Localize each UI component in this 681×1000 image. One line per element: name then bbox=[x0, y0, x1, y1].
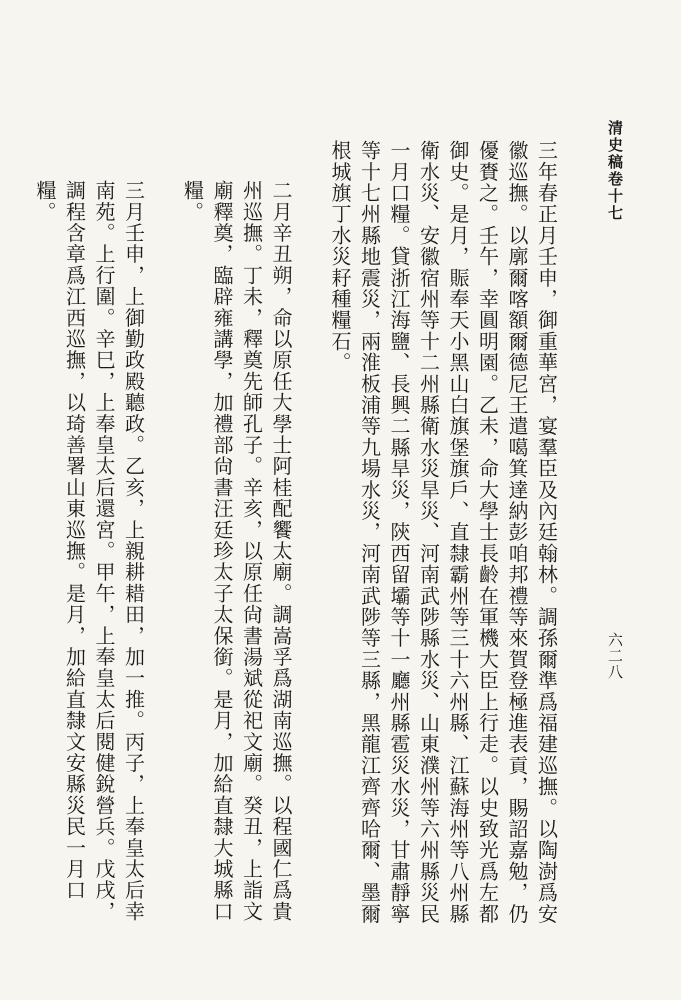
page-number: 六二八 bbox=[606, 632, 624, 680]
main-text-block bbox=[33, 140, 590, 940]
paragraph-3rd-month: 三月壬申，上御勤政殿聽政。乙亥，上親耕耤田，加一推。丙子，上奉皇太后幸南苑。上行圍。辛巳，上奉皇太后還宮。甲午，上奉皇太后閱健銳營兵。戊戌，調程含章爲江西巡撫，以琦善署山東巡撫。是月，加給直隸文安縣災民一月口糧。 bbox=[33, 180, 146, 922]
paragraph-2nd-month: 二月辛丑朔，命以原任大學士阿桂配饗太廟。調嵩孚爲湖南巡撫。以程國仁爲貴州巡撫。丁未，釋奠先師孔子。辛亥，以原任尙書湯斌從祀文廟。癸丑，上詣文廟釋奠，臨辟雍講學，加禮部尙書汪廷珍太子太保銜。是月，加給直隸大城縣口糧。 bbox=[180, 180, 293, 922]
running-header-title: 清史稿卷十七 bbox=[606, 120, 624, 222]
paragraph-3rd-year-1st-month: 三年春正月壬申，御重華宮，宴羣臣及內廷翰林。調孫爾準爲福建巡撫。以陶澍爲安徽巡撫。以廓爾喀額爾德尼王遣噶箕達納彭咱邦禮等來賀登極進表貢，賜詔嘉勉，仍優賚之。壬午，幸圓明園。乙未，命大學士長齡在軍機大臣上行走。以史致光爲左都御史。是月，賑奉天小黑山白旗堡旗戶、直隸霸州等三十六州縣、江蘇海州等八州縣衛水災、安徽宿州等十二州縣衛水災旱災、河南武陟縣水災、山東濮州等六州縣災民一月口糧。貸浙江海鹽、長興二縣旱災，陝西留壩等十一廳州縣雹災水災，甘肅靜寧等十七州縣地震災，兩淮板浦等九場水災，河南武陟等三縣，黑龍江齊齊哈爾、墨爾根城旗丁水災耔種糧石。 bbox=[328, 140, 559, 925]
